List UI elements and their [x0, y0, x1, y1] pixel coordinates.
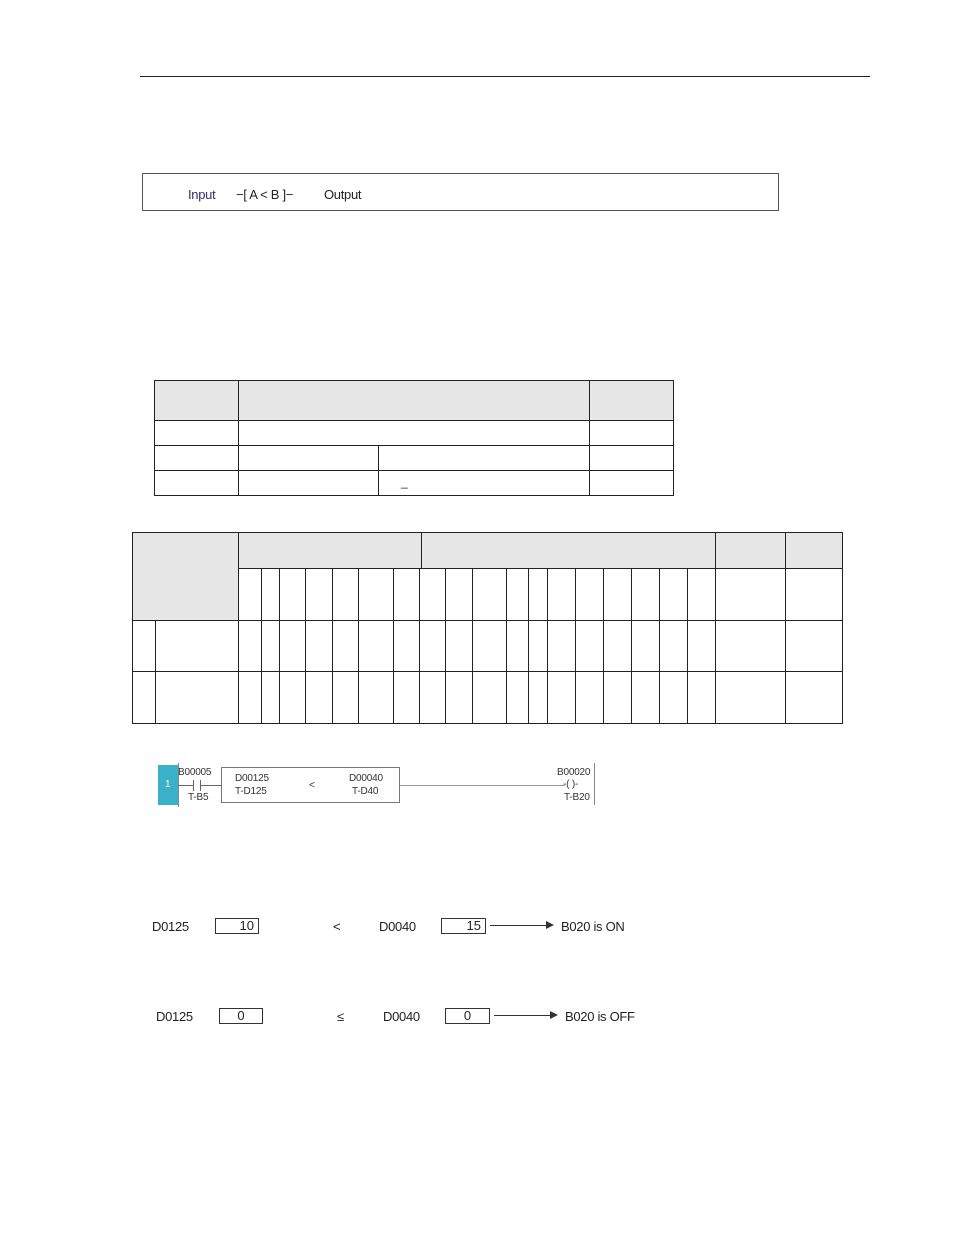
ladder-step-number: 1	[165, 779, 171, 790]
device-table-header-cell	[421, 532, 716, 569]
ladder-wire	[400, 785, 565, 786]
example-b-name: D0040	[383, 1009, 420, 1024]
operand-table-cell	[589, 470, 674, 496]
example-operator: ≤	[337, 1009, 344, 1024]
device-table-rule	[305, 568, 306, 724]
device-table-rule	[687, 568, 688, 724]
device-table-rule	[472, 568, 473, 724]
operand-table-header-cell	[154, 380, 239, 421]
example-a-value: 0	[219, 1008, 263, 1024]
operand-table-header-cell	[238, 380, 590, 421]
example-a-name: D0125	[152, 919, 189, 934]
device-table-rule	[785, 568, 786, 724]
syntax-output-label: Output	[324, 187, 362, 202]
device-table-rule	[445, 568, 446, 724]
ladder-operand-b: D00040	[349, 773, 383, 784]
device-table-rule	[575, 568, 576, 724]
operand-table-cell	[238, 470, 379, 496]
device-table-header-cell	[238, 532, 422, 569]
device-table-header-cell	[785, 532, 843, 569]
ladder-wire	[200, 785, 221, 786]
ladder-wire	[178, 785, 193, 786]
device-table-rule	[506, 568, 507, 724]
example-result: B020 is OFF	[565, 1009, 635, 1024]
ladder-contact-address: B00005	[178, 767, 212, 778]
ladder-coil-tag: T-B20	[564, 792, 590, 803]
syntax-comparison-symbol: −[ A < B ]−	[236, 187, 294, 202]
device-table-rule	[332, 568, 333, 724]
device-table-rule	[155, 620, 156, 724]
example-b-value: 0	[445, 1008, 490, 1024]
example-result: B020 is ON	[561, 919, 625, 934]
ladder-operand-b-tag: T-D40	[352, 786, 379, 797]
device-table-rule	[659, 568, 660, 724]
ladder-operand-a-tag: T-D125	[235, 786, 267, 797]
device-table-rule	[528, 568, 529, 724]
device-table-rule	[631, 568, 632, 724]
example-b-value: 15	[441, 918, 486, 934]
contact-icon	[193, 780, 194, 791]
operand-table-cell	[154, 420, 239, 446]
underscore-mark: _	[401, 475, 408, 489]
syntax-input-label: Input	[188, 187, 216, 202]
arrow-head-icon	[546, 921, 554, 929]
device-table-rule	[393, 568, 394, 724]
device-table-rule	[715, 568, 716, 724]
arrow-icon	[494, 1015, 550, 1016]
device-table-rule	[603, 568, 604, 724]
operand-table-cell	[238, 420, 590, 446]
ladder-operand-a: D00125	[235, 773, 269, 784]
device-table-rule	[261, 568, 262, 724]
device-table-header-cell	[715, 532, 786, 569]
header-rule	[140, 76, 870, 77]
device-table-rule	[238, 568, 239, 724]
ladder-coil-address: B00020	[557, 767, 591, 778]
device-table-rule	[279, 568, 280, 724]
operand-table-cell	[378, 445, 590, 471]
ladder-operator: <	[309, 780, 315, 791]
operand-table-cell	[154, 470, 239, 496]
operand-table-cell	[154, 445, 239, 471]
example-a-value: 10	[215, 918, 259, 934]
operand-table-header-cell	[589, 380, 674, 421]
arrow-icon	[490, 925, 546, 926]
device-table-rule	[547, 568, 548, 724]
operand-table-cell	[378, 470, 590, 496]
device-table-rule	[419, 568, 420, 724]
operand-table-cell	[589, 420, 674, 446]
device-table-rule	[358, 568, 359, 724]
example-a-name: D0125	[156, 1009, 193, 1024]
device-table-header-cell	[132, 532, 239, 621]
example-operator: <	[333, 919, 341, 934]
operand-table-cell	[589, 445, 674, 471]
ladder-right-rail	[594, 763, 595, 805]
device-table-rule	[238, 568, 843, 569]
example-b-name: D0040	[379, 919, 416, 934]
coil-icon: -( )-	[563, 779, 579, 790]
operand-table-cell	[238, 445, 379, 471]
arrow-head-icon	[550, 1011, 558, 1019]
ladder-contact-tag: T-B5	[188, 792, 209, 803]
